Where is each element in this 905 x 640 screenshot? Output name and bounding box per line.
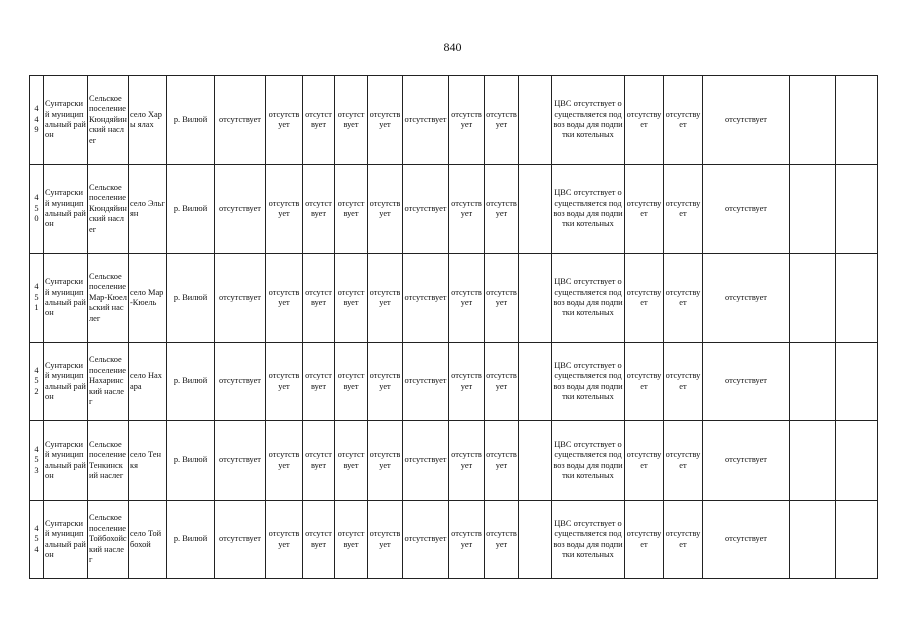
- value-cell: отсутствует: [215, 254, 266, 343]
- value-cell: отсутствует: [449, 501, 485, 579]
- value-cell: отсутствует: [335, 76, 368, 165]
- value-cell: отсутствует: [403, 343, 449, 421]
- value-cell: отсутствует: [303, 501, 335, 579]
- value-cell: отсутствует: [266, 501, 303, 579]
- district-cell: Сунтарский муниципальный район: [44, 165, 88, 254]
- value-cell: отсутствует: [625, 254, 664, 343]
- value-cell: отсутствует: [403, 165, 449, 254]
- value-cell: отсутствует: [266, 343, 303, 421]
- value-cell: отсутствует: [625, 165, 664, 254]
- value-cell: отсутствует: [215, 165, 266, 254]
- row-number: 4 5 0: [30, 165, 44, 254]
- settlement-cell: Сельское поселение Кюндяйинский наслег: [88, 76, 129, 165]
- empty-cell: [790, 254, 836, 343]
- value-cell: отсутствует: [485, 343, 519, 421]
- empty-cell: [519, 254, 552, 343]
- value-cell: отсутствует: [368, 254, 403, 343]
- locality-cell: село Хары ялах: [129, 76, 167, 165]
- value-cell: отсутствует: [266, 76, 303, 165]
- value-cell: отсутствует: [703, 421, 790, 501]
- water-source-cell: р. Вилюй: [167, 254, 215, 343]
- value-cell: отсутствует: [664, 501, 703, 579]
- value-cell: отсутствует: [266, 165, 303, 254]
- value-cell: отсутствует: [664, 76, 703, 165]
- empty-cell: [519, 343, 552, 421]
- empty-cell: [836, 343, 878, 421]
- value-cell: отсутствует: [703, 76, 790, 165]
- locality-cell: село Нахара: [129, 343, 167, 421]
- table-row: [30, 165, 878, 254]
- value-cell: отсутствует: [449, 76, 485, 165]
- water-source-cell: р. Вилюй: [167, 501, 215, 579]
- data-table: [29, 75, 878, 579]
- value-cell: отсутствует: [703, 165, 790, 254]
- supply-note-cell: ЦВС отсутствует осуществляется подвоз воды для подпитки котельных: [552, 76, 625, 165]
- empty-cell: [790, 421, 836, 501]
- value-cell: отсутствует: [485, 165, 519, 254]
- district-cell: Сунтарский муниципальный район: [44, 343, 88, 421]
- value-cell: отсутствует: [335, 421, 368, 501]
- value-cell: отсутствует: [303, 76, 335, 165]
- value-cell: отсутствует: [625, 501, 664, 579]
- supply-note-cell: ЦВС отсутствует осуществляется подвоз воды для подпитки котельных: [552, 421, 625, 501]
- water-source-cell: р. Вилюй: [167, 76, 215, 165]
- table-row: [30, 254, 878, 343]
- empty-cell: [836, 76, 878, 165]
- value-cell: отсутствует: [449, 343, 485, 421]
- supply-note-cell: ЦВС отсутствует осуществляется подвоз воды для подпитки котельных: [552, 501, 625, 579]
- table-row: [30, 76, 878, 165]
- locality-cell: село Тенкя: [129, 421, 167, 501]
- value-cell: отсутствует: [303, 343, 335, 421]
- value-cell: отсутствует: [368, 76, 403, 165]
- row-number: 4 5 3: [30, 421, 44, 501]
- empty-cell: [519, 421, 552, 501]
- value-cell: отсутствует: [303, 165, 335, 254]
- value-cell: отсутствует: [403, 421, 449, 501]
- value-cell: отсутствует: [703, 343, 790, 421]
- empty-cell: [519, 501, 552, 579]
- value-cell: отсутствует: [368, 501, 403, 579]
- value-cell: отсутствует: [485, 254, 519, 343]
- value-cell: отсутствует: [335, 501, 368, 579]
- value-cell: отсутствует: [703, 501, 790, 579]
- empty-cell: [836, 421, 878, 501]
- empty-cell: [519, 165, 552, 254]
- district-cell: Сунтарский муниципальный район: [44, 76, 88, 165]
- supply-note-cell: ЦВС отсутствует осуществляется подвоз воды для подпитки котельных: [552, 165, 625, 254]
- value-cell: отсутствует: [449, 165, 485, 254]
- empty-cell: [790, 76, 836, 165]
- table-row: [30, 501, 878, 579]
- page-number: 840: [443, 40, 462, 54]
- value-cell: отсутствует: [303, 421, 335, 501]
- value-cell: отсутствует: [703, 254, 790, 343]
- row-number: 4 5 1: [30, 254, 44, 343]
- settlement-cell: Сельское поселение Нахаринский наслег: [88, 343, 129, 421]
- row-number: 4 5 4: [30, 501, 44, 579]
- value-cell: отсутствует: [664, 421, 703, 501]
- settlement-cell: Сельское поселение Тенкинский наслег: [88, 421, 129, 501]
- empty-cell: [519, 76, 552, 165]
- value-cell: отсутствует: [335, 254, 368, 343]
- value-cell: отсутствует: [625, 76, 664, 165]
- value-cell: отсутствует: [215, 343, 266, 421]
- row-number: 4 5 2: [30, 343, 44, 421]
- value-cell: отсутствует: [449, 254, 485, 343]
- table-row: [30, 343, 878, 421]
- value-cell: отсутствует: [485, 76, 519, 165]
- value-cell: отсутствует: [215, 501, 266, 579]
- empty-cell: [790, 501, 836, 579]
- value-cell: отсутствует: [403, 76, 449, 165]
- value-cell: отсутствует: [335, 165, 368, 254]
- water-source-cell: р. Вилюй: [167, 343, 215, 421]
- value-cell: отсутствует: [368, 343, 403, 421]
- value-cell: отсутствует: [664, 343, 703, 421]
- value-cell: отсутствует: [368, 421, 403, 501]
- locality-cell: село Тойбохой: [129, 501, 167, 579]
- value-cell: отсутствует: [266, 254, 303, 343]
- value-cell: отсутствует: [625, 421, 664, 501]
- table-row: [30, 421, 878, 501]
- empty-cell: [790, 165, 836, 254]
- value-cell: отсутствует: [335, 343, 368, 421]
- district-cell: Сунтарский муниципальный район: [44, 421, 88, 501]
- settlement-cell: Сельское поселение Тойбохойский наслег: [88, 501, 129, 579]
- water-source-cell: р. Вилюй: [167, 421, 215, 501]
- value-cell: отсутствует: [266, 421, 303, 501]
- empty-cell: [836, 254, 878, 343]
- empty-cell: [790, 343, 836, 421]
- value-cell: отсутствует: [368, 165, 403, 254]
- row-number: 4 4 9: [30, 76, 44, 165]
- empty-cell: [836, 165, 878, 254]
- value-cell: отсутствует: [215, 421, 266, 501]
- supply-note-cell: ЦВС отсутствует осуществляется подвоз воды для подпитки котельных: [552, 343, 625, 421]
- settlement-cell: Сельское поселение Мар-Кюельский наслег: [88, 254, 129, 343]
- value-cell: отсутствует: [303, 254, 335, 343]
- value-cell: отсутствует: [485, 421, 519, 501]
- settlement-cell: Сельское поселение Кюндяйинский наслег: [88, 165, 129, 254]
- value-cell: отсутствует: [449, 421, 485, 501]
- value-cell: отсутствует: [215, 76, 266, 165]
- value-cell: отсутствует: [664, 165, 703, 254]
- locality-cell: село Мар-Кюель: [129, 254, 167, 343]
- value-cell: отсутствует: [485, 501, 519, 579]
- supply-note-cell: ЦВС отсутствует осуществляется подвоз воды для подпитки котельных: [552, 254, 625, 343]
- district-cell: Сунтарский муниципальный район: [44, 501, 88, 579]
- value-cell: отсутствует: [403, 501, 449, 579]
- district-cell: Сунтарский муниципальный район: [44, 254, 88, 343]
- empty-cell: [836, 501, 878, 579]
- value-cell: отсутствует: [403, 254, 449, 343]
- water-source-cell: р. Вилюй: [167, 165, 215, 254]
- value-cell: отсутствует: [625, 343, 664, 421]
- value-cell: отсутствует: [664, 254, 703, 343]
- locality-cell: село Эльгян: [129, 165, 167, 254]
